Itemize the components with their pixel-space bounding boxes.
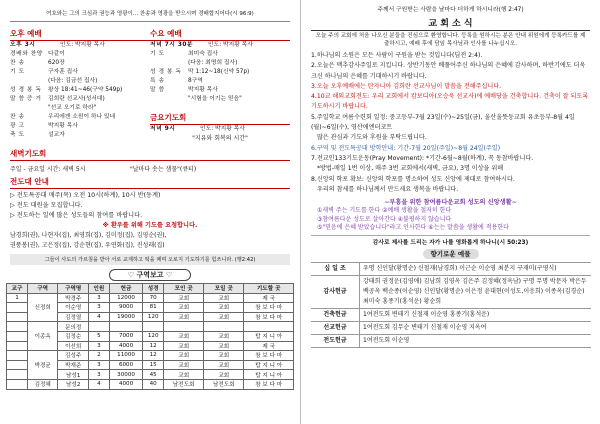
table-cell: 참 보 다 마 xyxy=(244,379,294,389)
top-verse: 여호와는 그의 크심과 권능과 영광이... 찬송과 영광을 받으시며 경배합지어다(시 96:9) xyxy=(10,8,290,22)
table-cell: 제 국 xyxy=(244,293,294,303)
table-cell xyxy=(7,341,28,351)
table-cell: 문의정 xyxy=(58,322,89,332)
table-cell: 5 xyxy=(88,331,109,341)
table-cell xyxy=(7,331,28,341)
prayer-line: ③참여름다운 성도로 살아간다 ④불평하지 않습니다 xyxy=(317,215,452,223)
dawn-info xyxy=(10,164,290,173)
offering-names: 강태희 권정운(김영애) 김남희 김영옥 김은주 김정혜(정옥남) 구명 무명 박문자 박은두 백공옥 백순종(이순영) 신인달(황명순) 이은정 윤대현(이성도,이응희) 이종옥(김경순) 최미숙 홍종기(홍석운) 황순희 xyxy=(360,275,592,308)
column-header: 교구 xyxy=(7,284,28,294)
order-value: 구자훈 집사 xyxy=(48,69,78,75)
order-label: 말 씀 xyxy=(150,87,165,93)
table-cell xyxy=(7,370,28,380)
table-cell xyxy=(7,379,28,389)
services-columns xyxy=(10,24,290,144)
table-cell xyxy=(7,303,28,313)
table-cell: 4 xyxy=(88,379,109,389)
order-label: 성 경 봉 독 xyxy=(10,87,42,93)
order-value: (다음: 최명희 집사) xyxy=(188,60,238,66)
offering-row xyxy=(311,334,591,347)
news-item: 많은 관심과 기도와 후원을 부탁드립니다. xyxy=(317,134,427,142)
table-cell: 남전도회 xyxy=(164,379,204,389)
top-verse: 주께서 구원받는 사람을 날마다 더하게 하시니라(행 2:47) xyxy=(377,7,524,13)
offering-row xyxy=(311,262,591,275)
table-cell xyxy=(204,322,244,332)
table-cell: 제 국 xyxy=(244,341,294,351)
news-item: 4.10교 해외교회전도: 우리 교회에서 캄보디아(오승욱 선교사)에 예배당을 건축합니다. 건축이 잘 되도록 기도하시기 바랍니다. xyxy=(311,93,589,111)
table-cell: 4000 xyxy=(109,341,142,351)
section-title: 오후 예배 xyxy=(10,26,150,41)
table-cell: 교회 xyxy=(164,303,204,313)
table-cell: 교회 xyxy=(164,351,204,361)
news-item: *방법-매일 1번 이상, 매주 3번 교회에서(새벽, 금요), 3명 이상을 위해 xyxy=(317,165,504,173)
table-cell: 2 xyxy=(88,351,109,361)
order-value: (다음: 김금선 집사) xyxy=(48,78,98,84)
column-header: 헌금 xyxy=(109,284,142,294)
table-cell: 9000 xyxy=(109,303,142,313)
group-cell: 박경균 xyxy=(27,351,58,380)
order-label: 성 경 봉 독 xyxy=(150,69,182,75)
service-leader: 인도: 박지황 목사 xyxy=(208,42,253,48)
column-header: 모일 곳 xyxy=(204,284,244,294)
evangelism-line: ▷ 전도하는 일에 많은 성도들의 참여를 바랍니다. xyxy=(10,212,143,219)
order-label: 찬 송 xyxy=(10,60,25,66)
table-cell: 120 xyxy=(143,331,164,341)
order-row xyxy=(10,131,150,140)
zone-report-table xyxy=(6,283,294,390)
table-cell: 30000 xyxy=(109,370,142,380)
order-value: 다같이 xyxy=(48,51,65,57)
order-list xyxy=(150,50,290,104)
table-body xyxy=(311,262,591,347)
table-cell xyxy=(7,360,28,370)
offering-row xyxy=(311,321,591,334)
order-value: 김희란 선교사(성서대) xyxy=(48,96,105,102)
table-cell: 김정열 xyxy=(58,312,89,322)
right-page xyxy=(300,0,600,424)
order-row xyxy=(10,77,150,86)
news-item: 우리의 참세를 하나님께서 만드세요 생복을 바랍니다. xyxy=(317,185,459,193)
order-label: 광 고 xyxy=(10,123,25,129)
order-row xyxy=(150,59,290,68)
table-cell: 교회 xyxy=(164,331,204,341)
evangelism-line: ▷ 전도특공대 매주(목) 오전 10시(하계), 10시 반(동계) xyxy=(10,192,161,199)
table-cell: 남전도회 xyxy=(204,379,244,389)
order-label: 기 도 xyxy=(10,69,25,75)
table-cell xyxy=(244,322,294,332)
table-cell: 11000 xyxy=(109,351,142,361)
table-cell: 3 xyxy=(88,360,109,370)
table-cell: 교회 xyxy=(164,312,204,322)
table-cell: 교회 xyxy=(164,293,204,303)
table-cell: 남성2 xyxy=(58,379,89,389)
table-cell: 교회 xyxy=(204,370,244,380)
order-row xyxy=(10,104,150,113)
table-cell xyxy=(88,322,109,332)
news-title: 교 회 소 식 xyxy=(311,16,590,31)
service-leader: 인도: 박지황 목사 xyxy=(200,126,245,132)
order-list xyxy=(10,50,150,140)
service-time-row xyxy=(150,125,290,134)
service-time-row xyxy=(150,41,290,50)
offering-row xyxy=(311,308,591,321)
offering-category: 건축헌금 xyxy=(311,308,360,321)
table-header-row xyxy=(7,284,294,294)
dawn-time: 주일 - 금요일 시간: 새벽 5시 xyxy=(10,166,86,173)
news-item: 7.전교인133기도운동(Pray Movement): *기간-6월~8월(하계), 꼭 동참바랍니다. xyxy=(311,154,534,162)
order-label: 축 도 xyxy=(10,132,25,138)
order-label: 경배와 찬양 xyxy=(10,51,43,57)
service-time: 저녁 9시 xyxy=(150,126,176,132)
offering-category: 감사헌금 xyxy=(311,275,360,308)
table-cell: 12 xyxy=(143,341,164,351)
group-cell: 이종옥 xyxy=(27,322,58,351)
order-value: 8구역 xyxy=(188,78,203,84)
table-cell: 이선희 xyxy=(58,341,89,351)
prayer-line: ⑤"믿음에 은혜 받았습니다"라고 인사한다 ⑥는는 말씀을 생활에 적용한다 xyxy=(317,224,509,232)
column-header: 구역명 xyxy=(58,284,89,294)
news-item: 2.오늘은 맥추감사주일로 지킵니다. 상반기동안 베풀어주신 하나님의 은혜에 감사하며, 하반기에도 더욱 크신 하나님의 은혜를 기대하시기 바랍니다. xyxy=(311,62,586,80)
offering-names: 1여전도회 변태기 신철재 이순영 홍종기(홍석운) xyxy=(360,308,592,321)
table-cell: 3 xyxy=(88,293,109,303)
band-verse: 그들이 사도의 가르침을 받아 서로 교제하고 떡을 떼며 오로지 기도하기를 힘쓰니라. (행2:42) xyxy=(10,254,290,265)
table-cell: 교회 xyxy=(204,351,244,361)
table-cell: 교회 xyxy=(164,341,204,351)
column-header: 인원 xyxy=(88,284,109,294)
news-item: 1.하나님의 소원은 모든 사람이 구원을 받는 것입니다(딤전 2:4). xyxy=(311,52,483,59)
table-cell: 70 xyxy=(143,293,164,303)
sunday-afternoon-service xyxy=(10,24,150,144)
table-cell: 박경주 xyxy=(58,293,89,303)
offering-table xyxy=(311,262,591,348)
table-row xyxy=(7,293,294,303)
table-cell: 7000 xyxy=(109,331,142,341)
table-cell: 김성주 xyxy=(58,351,89,361)
order-label: 특 송 xyxy=(150,78,165,84)
table-cell xyxy=(109,322,142,332)
news-item: 5.주일학교 여름수련회 일정: 중고등부-7월 23일(수)~25일(금), 울산울뜻둥교회 유초등부-8월 4일(월)~6일(수), 영산애엔터코트 xyxy=(311,113,575,132)
column-header: 구역 xyxy=(27,284,58,294)
order-value: 620장 xyxy=(48,60,65,66)
table-cell: 교회 xyxy=(204,360,244,370)
table-cell: 120 xyxy=(143,312,164,322)
table-cell: 참 보 다 마 xyxy=(244,303,294,313)
table-cell xyxy=(7,351,28,361)
table-cell: 교회 xyxy=(164,360,204,370)
table-cell: 교회 xyxy=(204,303,244,313)
order-label xyxy=(10,77,48,86)
order-row xyxy=(10,68,150,77)
order-label xyxy=(150,95,188,104)
order-row xyxy=(10,50,150,59)
table-cell: 15 xyxy=(143,360,164,370)
news-item: 6.구역 및 전도특공대 방학안내: 기간-7월 20일(주일)~8월 24일(주일) xyxy=(311,144,501,152)
order-value: 설교자 xyxy=(48,132,65,138)
evangelism-title: 전도대 안내 xyxy=(10,176,290,189)
wednesday-service xyxy=(150,24,290,144)
table-cell: 3 xyxy=(88,341,109,351)
order-row xyxy=(10,59,150,68)
column-header: 모인 곳 xyxy=(164,284,204,294)
table-cell: 4000 xyxy=(109,379,142,389)
service-time: 저녁 7시 30분 xyxy=(150,42,194,48)
table-cell: 6000 xyxy=(109,360,142,370)
evangelism-info xyxy=(10,191,290,250)
table-cell: 40 xyxy=(143,379,164,389)
service-leader: 인도: 박지황 목사 xyxy=(60,42,105,48)
table-cell: 교회 xyxy=(164,370,204,380)
order-row xyxy=(150,95,290,104)
table-cell xyxy=(164,322,204,332)
section-title: 금요기도회 xyxy=(150,110,290,125)
table-cell: 탑 지 니 아 xyxy=(244,331,294,341)
offering-category: 십 일 조 xyxy=(311,262,360,275)
table-cell: 참 보 다 마 xyxy=(244,351,294,361)
table-cell: 1 xyxy=(7,293,28,303)
order-row xyxy=(10,122,150,131)
order-value: 박지황 목사 xyxy=(48,123,78,129)
offering-row xyxy=(311,275,591,308)
group-cell: 김정혜 xyxy=(27,379,58,389)
table-cell: 4 xyxy=(88,312,109,322)
table-cell: 3 xyxy=(88,370,109,380)
section-title: 수요 예배 xyxy=(150,26,290,41)
table-cell xyxy=(7,322,28,332)
table-cell: 이순영 xyxy=(58,303,89,313)
table-row xyxy=(7,322,294,332)
offering-names: 우명 신인달(황명순) 신철재(남경희) 이근순 이순영 최분지 구재미(구영식) xyxy=(360,262,592,275)
news-list xyxy=(311,51,590,195)
order-label: 말 씀 증 거 xyxy=(10,96,42,102)
prayer-request-title: ※ 환우를 위해 기도를 요청합니다. xyxy=(102,222,198,229)
offering-category: 전도헌금 xyxy=(311,334,360,347)
order-value: "선교 오기로 하라" xyxy=(48,105,97,111)
table-cell: 교회 xyxy=(204,312,244,322)
table-cell: 탑 지 니 아 xyxy=(244,370,294,380)
order-label: 기 도 xyxy=(150,51,165,57)
prayer-list xyxy=(317,207,584,233)
table-cell: 교회 xyxy=(204,293,244,303)
table-cell: 교회 xyxy=(204,331,244,341)
table-cell: 12 xyxy=(143,351,164,361)
prayer-names: 남경희(권), 나현자(집), 최영희(집), 김미정(집), 김영순(권), xyxy=(10,232,167,239)
prayer-line: ①새벽 주는 기도를 한다 ②예배 생활을 철저히 한다 xyxy=(317,207,452,215)
table-cell: 19000 xyxy=(109,312,142,322)
table-cell: 81 xyxy=(143,303,164,313)
offering-title: 향기로운 예물 xyxy=(423,249,479,259)
service-time: 오후 3시 xyxy=(10,42,36,48)
table-cell: 김정순 xyxy=(58,331,89,341)
order-label xyxy=(10,104,48,113)
zone-report-title: ♡ 구역보고 ♡ xyxy=(109,269,191,281)
column-header: 성경 xyxy=(143,284,164,294)
column-header: 기도할 곳 xyxy=(244,284,294,294)
dawn-title: 새벽기도회 xyxy=(10,148,290,161)
order-label xyxy=(150,59,188,68)
order-value: 막 1:12~18(신약 57p) xyxy=(188,69,250,75)
news-item: 3.오늘 오후예배에는 탄자니아 김희란 선교사님이 말씀을 전해주십니다. xyxy=(311,82,502,90)
table-cell: 참 보 다 마 xyxy=(244,312,294,322)
news-item: 8.신앙의 학포 확보: 신앙의 학포를 명소하여 성도 신앙에 제대로 참여하시다. xyxy=(311,175,515,183)
table-cell: 남성1 xyxy=(58,370,89,380)
table-cell: 박재준 xyxy=(58,360,89,370)
prayer-title: ~부흥을 위한 참여름다운교회 성도의 신앙생활~ xyxy=(384,199,517,207)
table-body xyxy=(7,293,294,389)
offering-names: 1여전도회 이순영 xyxy=(360,334,592,347)
table-cell xyxy=(7,312,28,322)
order-row xyxy=(150,86,290,95)
group-cell: 신정희 xyxy=(27,293,58,322)
order-value: 최미숙 집사 xyxy=(188,51,218,57)
service-time-row xyxy=(10,41,150,50)
table-row xyxy=(7,379,294,389)
order-row xyxy=(150,77,290,86)
order-value: 박지황 목사 xyxy=(188,87,218,93)
table-cell: 탑 지 니 아 xyxy=(244,360,294,370)
closing-verse: 감사로 제사를 드리는 자가 나를 영화롭게 하나니(시 50:23) xyxy=(311,235,590,246)
prayer-names: 권풍봉(권), 고은정(집), 강순현(집), 우연화(집), 진성래(집) xyxy=(10,241,165,249)
offering-category: 선교헌금 xyxy=(311,321,360,334)
order-row xyxy=(150,50,290,59)
dawn-theme: "날마다 솟는 샘물"(큐티) xyxy=(130,166,197,173)
table-cell: 3 xyxy=(88,303,109,313)
order-value: 왕상 18:41~46(구약 549p) xyxy=(48,87,123,93)
evangelism-line: ▷ 전도 대원을 모집합니다. xyxy=(10,202,83,209)
welcome-text: 오늘 주의 교회에 처음 나오신 분들을 진심으로 환영합니다. 등록을 원하시는 분은 안내 위원에게 등록카드를 제출하시고, 예배 후에 담임 목사님과 인사를 나누십시오. xyxy=(315,33,586,47)
table-row xyxy=(7,351,294,361)
order-row xyxy=(10,86,150,95)
order-row xyxy=(10,95,150,104)
friday-theme: "지유와 회복의 시간" xyxy=(192,135,248,142)
order-value: 우리에겐 소원이 하나 있네 xyxy=(48,114,116,120)
table-cell: 12000 xyxy=(109,293,142,303)
offering-names: 1여전도회 김무순 변태기 신철재 이순영 지옥여 xyxy=(360,321,592,334)
table-cell: 45 xyxy=(143,370,164,380)
order-value: "시험을 이기는 믿음" xyxy=(188,96,242,102)
order-row xyxy=(150,68,290,77)
order-label: 찬 송 xyxy=(10,114,25,120)
table-cell: 교회 xyxy=(204,341,244,351)
table-cell xyxy=(143,322,164,332)
order-row xyxy=(10,113,150,122)
